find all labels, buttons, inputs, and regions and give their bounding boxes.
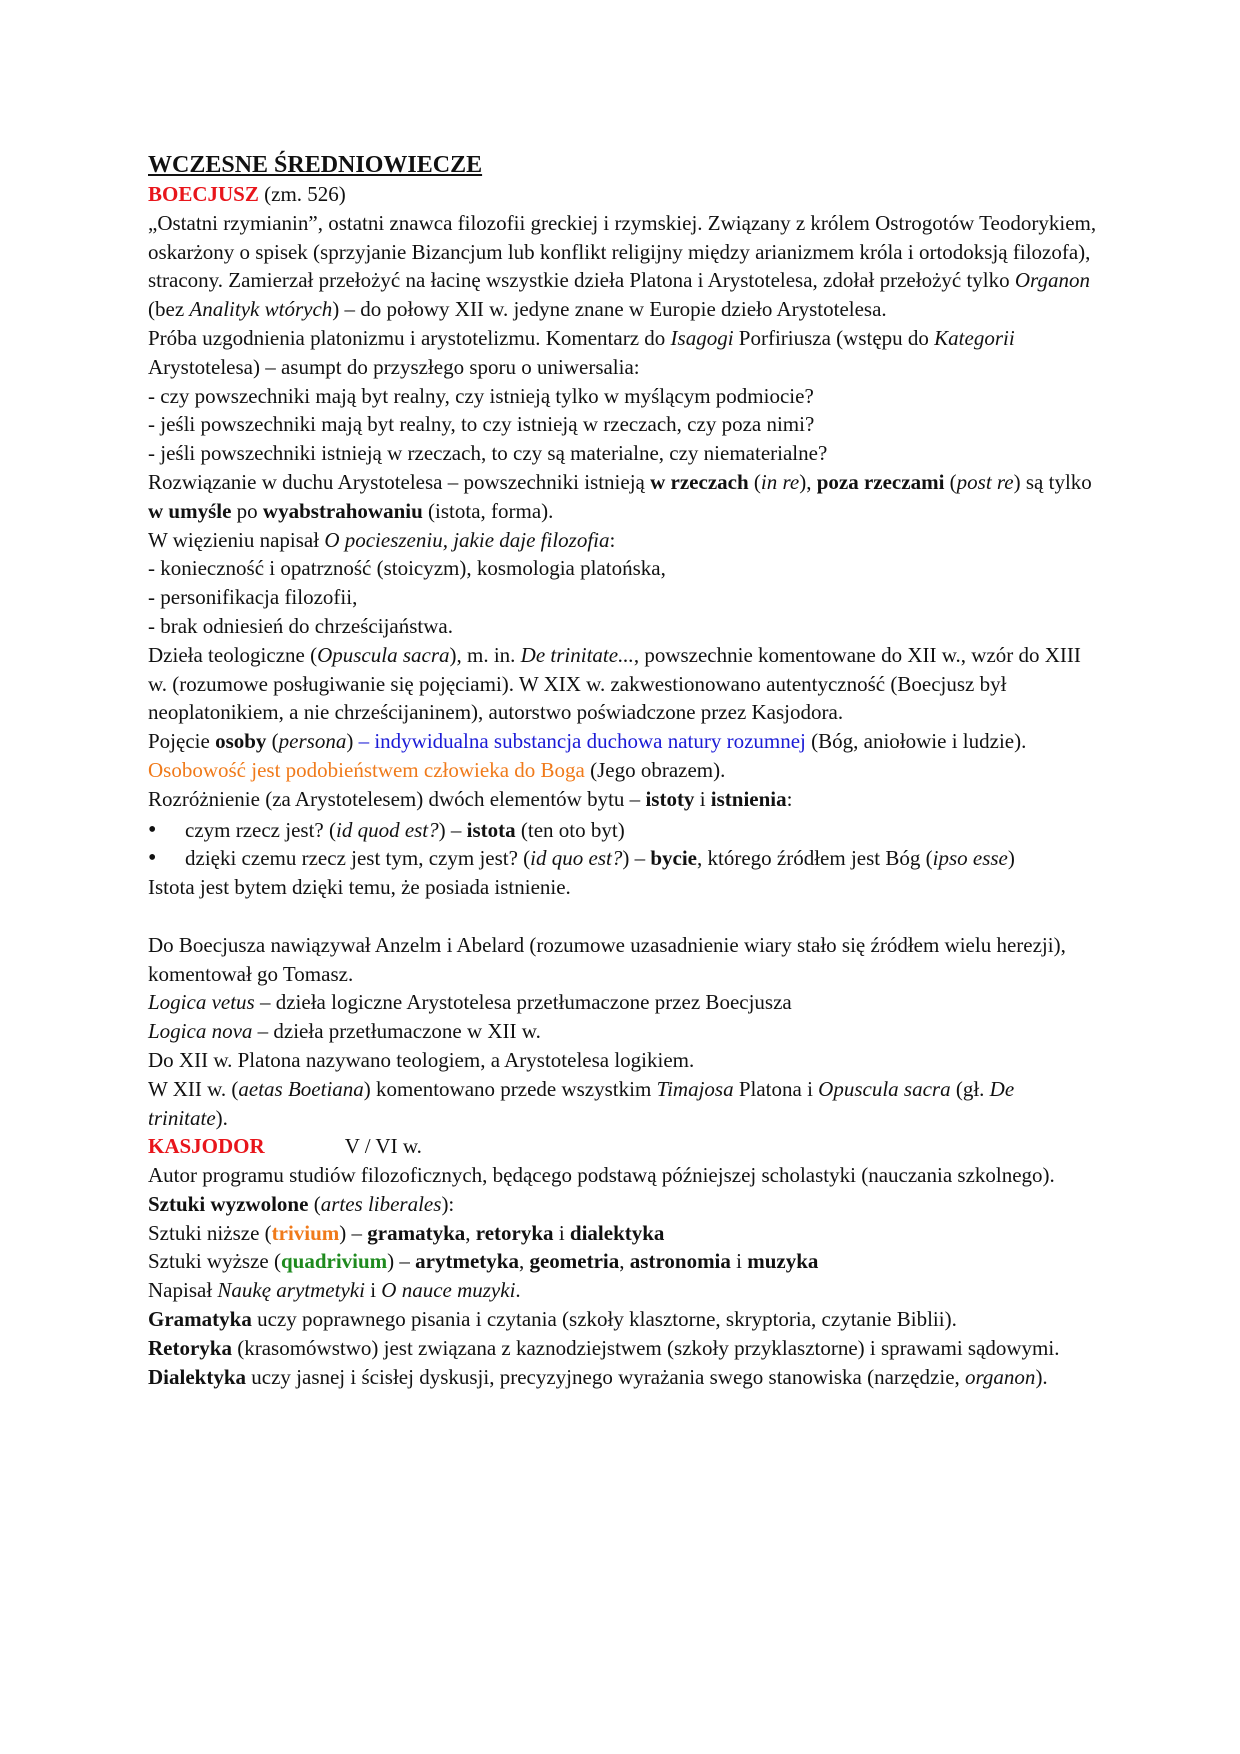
bullet-item: • dzięki czemu rzecz jest tym, czym jest? (id quo est?) – bycie, którego źródłem jest Bóg (ipso esse) xyxy=(148,844,1098,873)
paragraph-sztuki-nizsze: Sztuki niższe (trivium) – gramatyka, retoryka i dialektyka xyxy=(148,1220,665,1245)
page-title: WCZESNE ŚREDNIOWIECZE xyxy=(148,152,483,178)
paragraph-logica-vetus: Logica vetus – dzieła logiczne Arystotelesa przetłumaczone przez Boecjusza xyxy=(148,990,792,1015)
paragraph-rozwiazanie: Rozwiązanie w duchu Arystotelesa – powszechniki istnieją w rzeczach (in re), poza rzeczami (post re) są tylko w umyśle po wyabstrahowaniu (istota, forma). xyxy=(148,469,1092,523)
paragraph-sztuki-wyzsze: Sztuki wyższe (quadrivium) – arytmetyka, geometria, astronomia i muzyka xyxy=(148,1249,819,1274)
paragraph-gramatyka: Gramatyka uczy poprawnego pisania i czytania (szkoły klasztorne, skryptoria, czytanie Biblii). xyxy=(148,1307,957,1332)
list-item: - brak odniesień do chrześcijaństwa. xyxy=(148,613,453,638)
paragraph-wiezienie: W więzieniu napisał O pocieszeniu, jakie daje filozofia: xyxy=(148,527,616,552)
bullet-item: • czym rzecz jest? (id quod est?) – istota (ten oto byt) xyxy=(148,816,1098,845)
paragraph-logica-nova: Logica nova – dzieła przetłumaczone w XII w. xyxy=(148,1019,541,1044)
paragraph-sztuki: Sztuki wyzwolone (artes liberales): xyxy=(148,1191,455,1216)
paragraph-dziela: Dzieła teologiczne (Opuscula sacra), m. in. De trinitate..., powszechnie komentowane do XII w., wzór do XIII w. (rozumowe posługiwanie się pojęciami). W XIX w. zakwestionowano autentyczność (Boecjusz był neoplatonikiem, a nie chrześcijaninem), autorstwo poświadczone przez Kasjodora. xyxy=(148,642,1081,725)
definition-highlight-orange: Osobowość jest podobieństwem człowieka do Boga xyxy=(148,757,585,782)
paragraph-proba: Próba uzgodnienia platonizmu i arystotelizmu. Komentarz do Isagogi Porfiriusza (wstępu do Kategorii Arystotelesa) – asumpt do przyszłego sporu o uniwersalia: xyxy=(148,325,1015,379)
document-page xyxy=(148,150,1098,1391)
list-item: - jeśli powszechniki mają byt realny, to czy istnieją w rzeczach, czy poza nimi? xyxy=(148,412,815,437)
paragraph-rozroznienie: Rozróżnienie (za Arystotelesem) dwóch elementów bytu – istoty i istnienia: xyxy=(148,786,793,811)
list-item: - czy powszechniki mają byt realny, czy istnieją tylko w myślącym podmiocie? xyxy=(148,383,814,408)
author-name-boecjusz: BOECJUSZ xyxy=(148,182,259,206)
paragraph-pojecie-osoby: Pojęcie osoby (persona) – indywidualna substancja duchowa natury rozumnej (Bóg, aniołowie i ludzie). Osobowość jest podobieństwem człowieka do Boga (Jego obrazem). xyxy=(148,729,1027,782)
definition-highlight-blue: – indywidualna substancja duchowa natury rozumnej xyxy=(358,729,806,754)
paragraph-do-boecjusza: Do Boecjusza nawiązywał Anzelm i Abelard (rozumowe uzasadnienie wiary stało się źródłem wielu herezji), komentował go Tomasz. xyxy=(148,932,1066,986)
section-heading-boecjusz: BOECJUSZ (zm. 526) xyxy=(148,182,346,206)
paragraph-intro: „Ostatni rzymianin”, ostatni znawca filozofii greckiej i rzymskiej. Związany z królem Ostrogotów Teodorykiem, oskarżony o spisek (sprzyjanie Bizancjum lub konflikt religijny między arianizmem króla i ortodoksją filozofa), stracony. Zamierzał przełożyć na łacinę wszystkie dzieła Platona i Arystotelesa, zdołał przełożyć tylko Organon (bez Analityk wtórych) – do połowy XII w. jedyne znane w Europie dzieło Arystotelesa. xyxy=(148,210,1097,322)
paragraph-autor: Autor programu studiów filozoficznych, będącego podstawą późniejszej scholastyki (nauczania szkolnego). xyxy=(148,1163,1055,1188)
paragraph-dialektyka: Dialektyka uczy jasnej i ścisłej dyskusji, precyzyjnego wyrażania swego stanowiska (narzędzie, organon). xyxy=(148,1364,1048,1389)
list-item: - personifikacja filozofii, xyxy=(148,585,358,610)
paragraph-retoryka: Retoryka (krasomówstwo) jest związana z kaznodziejstwem (szkoły przyklasztorne) i sprawami sądowymi. xyxy=(148,1335,1060,1360)
paragraph-istota: Istota jest bytem dzięki temu, że posiada istnienie. xyxy=(148,875,571,900)
list-item: - jeśli powszechniki istnieją w rzeczach, to czy są materialne, czy niematerialne? xyxy=(148,441,828,466)
blank-line xyxy=(148,902,1098,931)
paragraph-napisal: Napisał Naukę arytmetyki i O nauce muzyki. xyxy=(148,1278,521,1303)
author-name-kasjodor: KASJODOR xyxy=(148,1134,265,1159)
section-heading-kasjodor: KASJODOR V / VI w. xyxy=(148,1134,422,1159)
quadrivium-highlight: quadrivium xyxy=(280,1249,388,1274)
paragraph-aetas: W XII w. (aetas Boetiana) komentowano przede wszystkim Timajosa Platona i Opuscula sacra (gł. De trinitate). xyxy=(148,1076,1015,1130)
trivium-highlight: trivium xyxy=(271,1220,340,1245)
paragraph-do-xii: Do XII w. Platona nazywano teologiem, a Arystotelesa logikiem. xyxy=(148,1047,695,1072)
list-item: - konieczność i opatrzność (stoicyzm), kosmologia platońska, xyxy=(148,556,666,581)
